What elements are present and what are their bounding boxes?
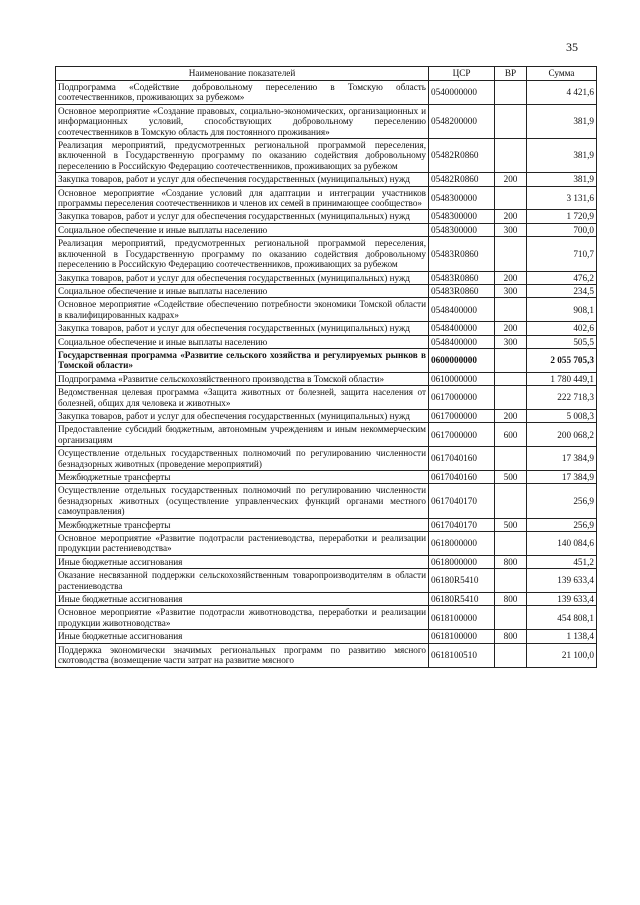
page-number: 35 [566, 40, 578, 54]
table-row [56, 555, 597, 568]
row-sum: 139 633,4 [527, 569, 597, 593]
table-row [56, 386, 597, 410]
row-csr: 0617000000 [429, 423, 495, 447]
row-sum: 1 780 449,1 [527, 372, 597, 385]
row-csr: 0618100510 [429, 643, 495, 667]
header-sum: Сумма [527, 67, 597, 81]
row-csr: 05482R0860 [429, 139, 495, 173]
row-vr: 500 [495, 518, 527, 531]
row-csr: 0618000000 [429, 555, 495, 568]
table-row [56, 173, 597, 186]
table-row [56, 518, 597, 531]
row-vr [495, 81, 527, 105]
row-name: Закупка товаров, работ и услуг для обеспечения государственных (муниципальных) нужд [56, 210, 429, 223]
row-vr [495, 237, 527, 271]
row-name: Межбюджетные трансферты [56, 471, 429, 484]
table-row [56, 630, 597, 643]
row-sum: 256,9 [527, 484, 597, 518]
row-vr: 800 [495, 630, 527, 643]
row-name: Межбюджетные трансферты [56, 518, 429, 531]
row-vr: 500 [495, 471, 527, 484]
table-row [56, 335, 597, 348]
table-row [56, 569, 597, 593]
row-name: Закупка товаров, работ и услуг для обеспечения государственных (муниципальных) нужд [56, 322, 429, 335]
header-vr: ВР [495, 67, 527, 81]
row-sum: 451,2 [527, 555, 597, 568]
row-name: Оказание несвязанной поддержки сельскохозяйственным товаропроизводителям в области растениеводства [56, 569, 429, 593]
row-name: Осуществление отдельных государственных полномочий по регулированию численности безнадзорных животных (осуществление управленческих функций органами местного самоуправления) [56, 484, 429, 518]
table-row [56, 409, 597, 422]
table-row [56, 423, 597, 447]
row-vr: 300 [495, 335, 527, 348]
row-csr: 0617040160 [429, 447, 495, 471]
table-header-row [56, 67, 597, 81]
row-csr: 0540000000 [429, 81, 495, 105]
table-row [56, 447, 597, 471]
row-name: Социальное обеспечение и иные выплаты населению [56, 223, 429, 236]
row-sum: 1 720,9 [527, 210, 597, 223]
row-csr: 0548400000 [429, 298, 495, 322]
row-sum: 402,6 [527, 322, 597, 335]
row-vr [495, 348, 527, 372]
row-vr: 200 [495, 173, 527, 186]
row-sum: 140 084,6 [527, 532, 597, 556]
row-vr [495, 298, 527, 322]
row-vr [495, 606, 527, 630]
row-csr: 0548200000 [429, 104, 495, 138]
row-sum: 3 131,6 [527, 186, 597, 210]
table-row [56, 484, 597, 518]
row-vr [495, 447, 527, 471]
row-csr: 0618100000 [429, 630, 495, 643]
row-csr: 05483R0860 [429, 284, 495, 297]
row-sum: 700,0 [527, 223, 597, 236]
row-sum: 21 100,0 [527, 643, 597, 667]
row-sum: 17 384,9 [527, 447, 597, 471]
row-csr: 0600000000 [429, 348, 495, 372]
row-name: Закупка товаров, работ и услуг для обеспечения государственных (муниципальных) нужд [56, 271, 429, 284]
row-name: Социальное обеспечение и иные выплаты населению [56, 335, 429, 348]
row-name: Социальное обеспечение и иные выплаты населению [56, 284, 429, 297]
header-name: Наименование показателей [56, 67, 429, 81]
row-sum: 222 718,3 [527, 386, 597, 410]
row-vr [495, 186, 527, 210]
row-sum: 476,2 [527, 271, 597, 284]
row-name: Иные бюджетные ассигнования [56, 630, 429, 643]
row-sum: 256,9 [527, 518, 597, 531]
row-name: Основное мероприятие «Развитие подотрасли животноводства, переработки и реализации продукции животноводства» [56, 606, 429, 630]
table-row [56, 593, 597, 606]
table-row [56, 186, 597, 210]
row-vr [495, 643, 527, 667]
row-name: Закупка товаров, работ и услуг для обеспечения государственных (муниципальных) нужд [56, 409, 429, 422]
row-name: Реализация мероприятий, предусмотренных региональной программой переселения, включенной в Государственную программу по оказанию содействия добровольному переселению в Российскую Федерацию соотечественников, проживающих за рубежом [56, 139, 429, 173]
table-row [56, 139, 597, 173]
table-body [56, 81, 597, 668]
row-vr: 200 [495, 271, 527, 284]
table-row [56, 298, 597, 322]
row-csr: 0617000000 [429, 409, 495, 422]
row-sum: 381,9 [527, 104, 597, 138]
row-csr: 06180R5410 [429, 569, 495, 593]
row-vr: 800 [495, 593, 527, 606]
row-sum: 454 808,1 [527, 606, 597, 630]
row-sum: 381,9 [527, 173, 597, 186]
row-vr: 600 [495, 423, 527, 447]
row-csr: 0618100000 [429, 606, 495, 630]
row-name: Основное мероприятие «Развитие подотрасли растениеводства, переработки и реализации продукции растениеводства» [56, 532, 429, 556]
row-sum: 4 421,6 [527, 81, 597, 105]
row-sum: 2 055 705,3 [527, 348, 597, 372]
header-csr: ЦСР [429, 67, 495, 81]
row-name: Государственная программа «Развитие сельского хозяйства и регулируемых рынков в Томской области» [56, 348, 429, 372]
table-row [56, 81, 597, 105]
row-vr [495, 386, 527, 410]
row-sum: 234,5 [527, 284, 597, 297]
row-sum: 908,1 [527, 298, 597, 322]
row-vr [495, 484, 527, 518]
row-csr: 05483R0860 [429, 271, 495, 284]
row-vr: 200 [495, 322, 527, 335]
row-sum: 139 633,4 [527, 593, 597, 606]
row-csr: 0610000000 [429, 372, 495, 385]
row-csr: 05483R0860 [429, 237, 495, 271]
row-csr: 0548300000 [429, 186, 495, 210]
table-row [56, 223, 597, 236]
table-row [56, 532, 597, 556]
row-name: Основное мероприятие «Содействие обеспечению потребности экономики Томской области в квалифицированных кадрах» [56, 298, 429, 322]
row-name: Подпрограмма «Содействие добровольному переселению в Томскую область соотечественников, проживающих за рубежом» [56, 81, 429, 105]
table-row [56, 210, 597, 223]
table-row [56, 271, 597, 284]
row-csr: 0617040160 [429, 471, 495, 484]
row-sum: 17 384,9 [527, 471, 597, 484]
row-sum: 505,5 [527, 335, 597, 348]
row-vr: 800 [495, 555, 527, 568]
row-vr [495, 532, 527, 556]
row-sum: 5 008,3 [527, 409, 597, 422]
row-sum: 1 138,4 [527, 630, 597, 643]
row-sum: 381,9 [527, 139, 597, 173]
row-csr: 06180R5410 [429, 593, 495, 606]
row-csr: 0617000000 [429, 386, 495, 410]
row-name: Предоставление субсидий бюджетным, автономным учреждениям и иным некоммерческим организациям [56, 423, 429, 447]
row-name: Иные бюджетные ассигнования [56, 593, 429, 606]
row-csr: 05482R0860 [429, 173, 495, 186]
row-vr: 300 [495, 223, 527, 236]
row-name: Иные бюджетные ассигнования [56, 555, 429, 568]
table-row [56, 284, 597, 297]
table-row [56, 471, 597, 484]
table-row [56, 237, 597, 271]
row-name: Закупка товаров, работ и услуг для обеспечения государственных (муниципальных) нужд [56, 173, 429, 186]
row-vr [495, 569, 527, 593]
row-csr: 0548300000 [429, 210, 495, 223]
table-row [56, 606, 597, 630]
row-name: Основное мероприятие «Создание условий для адаптации и интеграции участников программы переселения соотечественников и членов их семей в принимающее сообщество» [56, 186, 429, 210]
row-name: Ведомственная целевая программа «Защита животных от болезней, защита населения от болезней, общих для человека и животных» [56, 386, 429, 410]
row-name: Основное мероприятие «Создание правовых, социально-экономических, организационных и информационных условий, способствующих добровольному переселению соотечественников в Томскую область для постоянного проживания» [56, 104, 429, 138]
row-name: Реализация мероприятий, предусмотренных региональной программой переселения, включенной в Государственную программу по оказанию содействия добровольному переселению в Российскую Федерацию соотечественников, проживающих за рубежом [56, 237, 429, 271]
row-vr [495, 372, 527, 385]
table-row [56, 104, 597, 138]
row-vr [495, 104, 527, 138]
row-vr: 200 [495, 210, 527, 223]
row-vr: 300 [495, 284, 527, 297]
table-row [56, 643, 597, 667]
row-csr: 0548300000 [429, 223, 495, 236]
budget-table [55, 66, 597, 668]
table-row [56, 372, 597, 385]
row-name: Подпрограмма «Развитие сельскохозяйственного производства в Томской области» [56, 372, 429, 385]
row-vr: 200 [495, 409, 527, 422]
table-row [56, 322, 597, 335]
row-sum: 200 068,2 [527, 423, 597, 447]
row-vr [495, 139, 527, 173]
row-csr: 0548400000 [429, 335, 495, 348]
row-csr: 0618000000 [429, 532, 495, 556]
row-csr: 0548400000 [429, 322, 495, 335]
row-name: Поддержка экономически значимых региональных программ по развитию мясного скотоводства (возмещение части затрат на развитие мясного [56, 643, 429, 667]
row-name: Осуществление отдельных государственных полномочий по регулированию численности безнадзорных животных (проведение мероприятий) [56, 447, 429, 471]
table-row [56, 348, 597, 372]
row-sum: 710,7 [527, 237, 597, 271]
row-csr: 0617040170 [429, 518, 495, 531]
row-csr: 0617040170 [429, 484, 495, 518]
